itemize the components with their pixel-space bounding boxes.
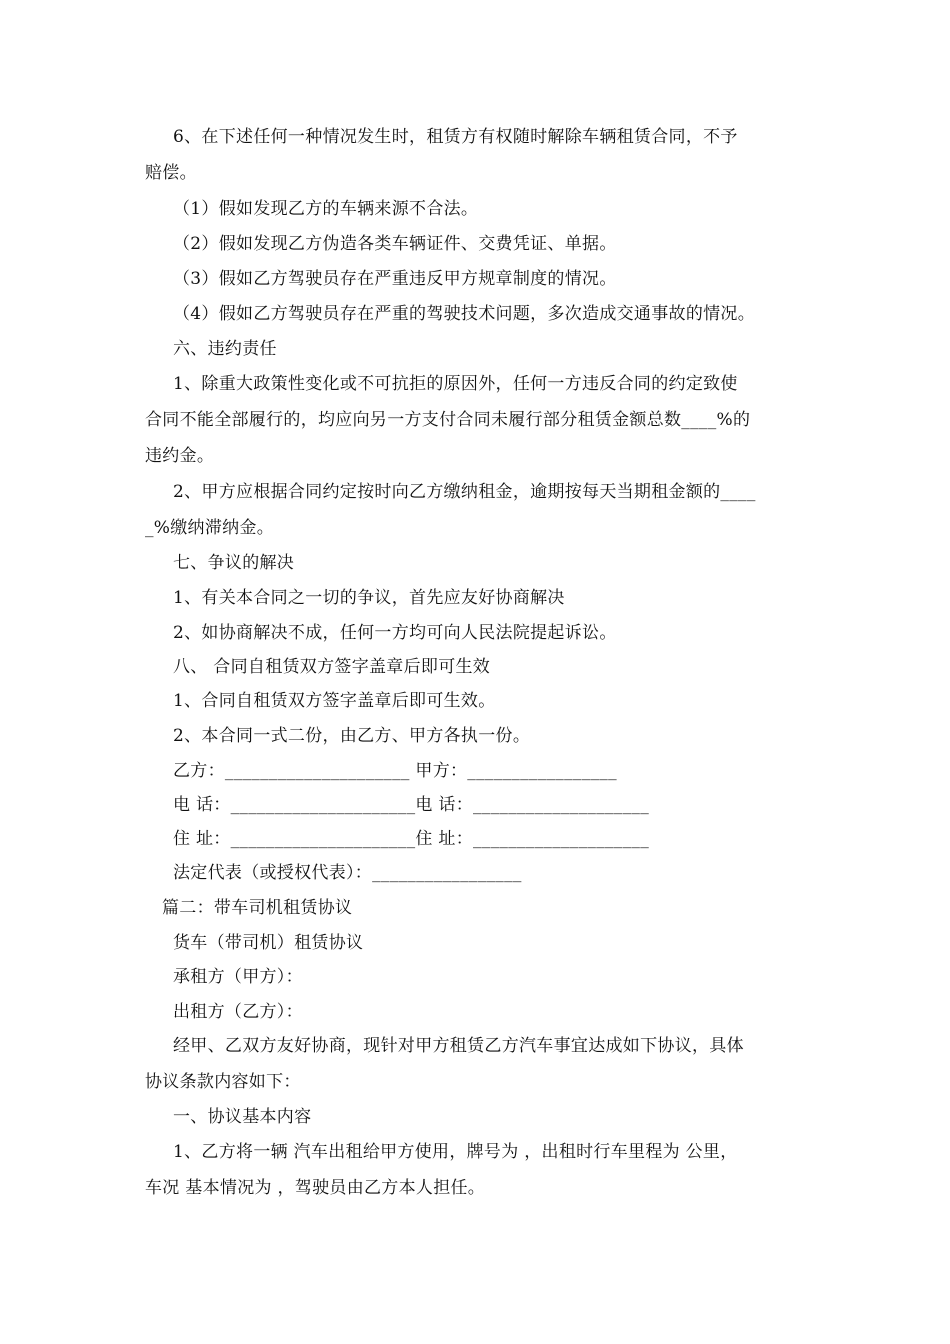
section-heading: 七、争议的解决 <box>173 553 295 573</box>
paragraph-line: _%缴纳滞纳金。 <box>145 518 275 538</box>
paragraph-line: 经甲、乙双方友好协商，现针对甲方租赁乙方汽车事宜达成如下协议，具体 <box>173 1036 744 1056</box>
signature-line: 电 话：_____________________电 话：____________________ <box>173 795 650 815</box>
paragraph-line: 1、合同自租赁双方签字盖章后即可生效。 <box>173 691 496 711</box>
paragraph-line: 1、有关本合同之一切的争议，首先应友好协商解决 <box>173 588 565 608</box>
paragraph-line: 2、甲方应根据合同约定按时向乙方缴纳租金，逾期按每天当期租金额的____ <box>173 482 756 502</box>
signature-line: 法定代表（或授权代表）：_________________ <box>173 863 522 883</box>
section-heading: 八、 合同自租赁双方签字盖章后即可生效 <box>173 657 491 677</box>
paragraph-line: 车况 基本情况为 ，驾驶员由乙方本人担任。 <box>145 1178 486 1198</box>
list-item: （2）假如发现乙方伪造各类车辆证件、交费凭证、单据。 <box>173 234 617 254</box>
paragraph-line: 2、本合同一式二份，由乙方、甲方各执一份。 <box>173 726 531 746</box>
section-heading: 一、协议基本内容 <box>173 1107 312 1127</box>
paragraph-line: 赔偿。 <box>145 163 197 183</box>
part-title: 篇二：带车司机租赁协议 <box>162 898 353 918</box>
doc-subtitle: 货车（带司机）租赁协议 <box>173 933 364 953</box>
paragraph-line: 违约金。 <box>145 446 215 466</box>
signature-line: 住 址：_____________________住 址：____________________ <box>173 829 650 849</box>
paragraph-line: 2、如协商解决不成，任何一方均可向人民法院提起诉讼。 <box>173 623 617 643</box>
list-item: （3）假如乙方驾驶员存在严重违反甲方规章制度的情况。 <box>173 269 617 289</box>
paragraph-line: 1、除重大政策性变化或不可抗拒的原因外，任何一方违反合同的约定致使 <box>173 374 738 394</box>
paragraph-line: 6、在下述任何一种情况发生时，租赁方有权随时解除车辆租赁合同，不予 <box>173 127 738 147</box>
paragraph-line: 协议条款内容如下： <box>145 1072 301 1092</box>
section-heading: 六、违约责任 <box>173 339 277 359</box>
paragraph-line: 1、乙方将一辆 汽车出租给甲方使用，牌号为 ，出租时行车里程为 公里， <box>173 1142 738 1162</box>
signature-line: 乙方：_____________________ 甲方：_________________ <box>173 761 617 781</box>
list-item: （1）假如发现乙方的车辆来源不合法。 <box>173 199 479 219</box>
party-line: 出租方（乙方）： <box>173 1002 303 1022</box>
paragraph-line: 合同不能全部履行的，均应向另一方支付合同未履行部分租赁金额总数____%的 <box>145 410 751 430</box>
party-line: 承租方（甲方）： <box>173 967 303 987</box>
list-item: （4）假如乙方驾驶员存在严重的驾驶技术问题，多次造成交通事故的情况。 <box>173 304 756 324</box>
